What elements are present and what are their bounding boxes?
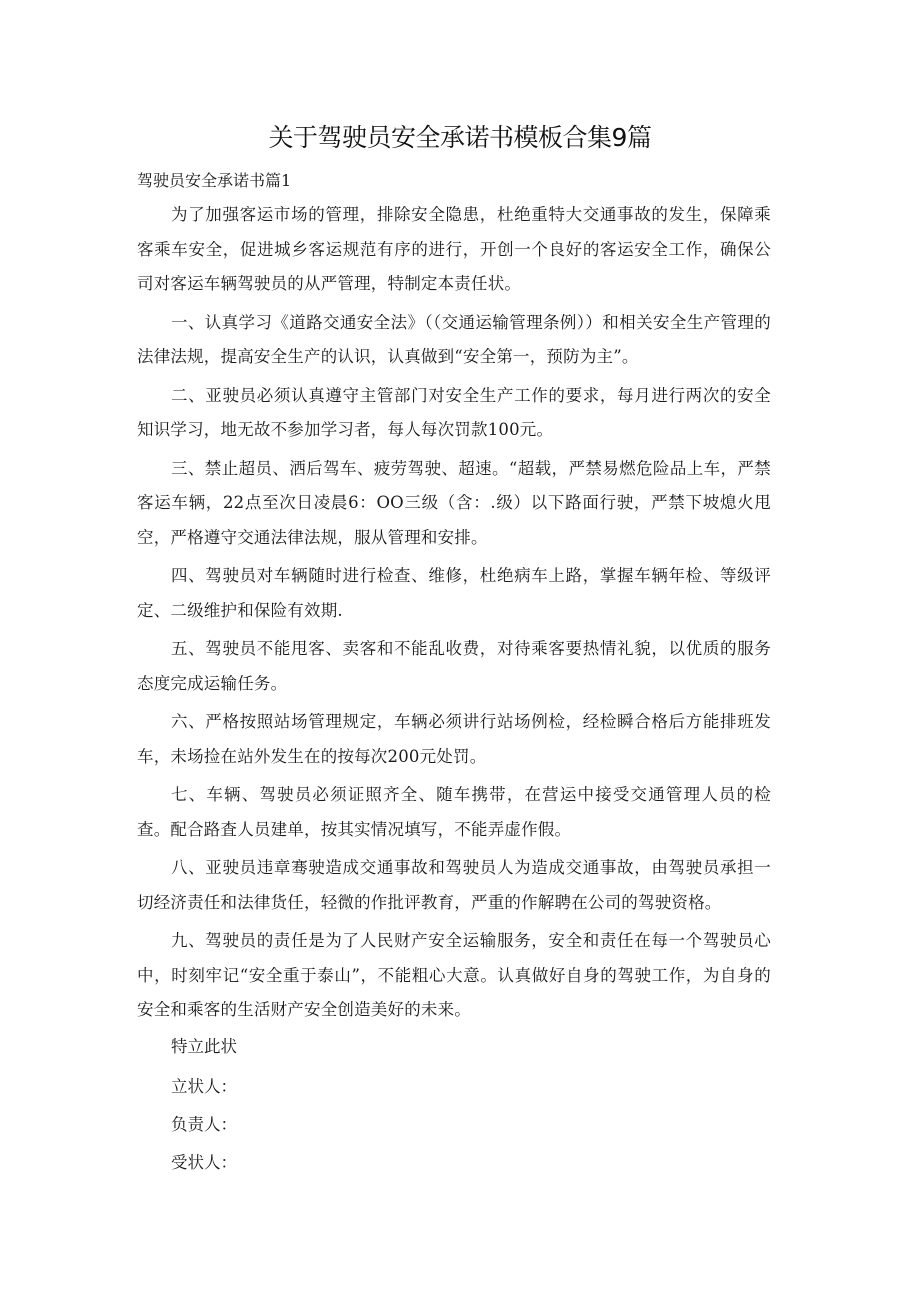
paragraph-item-2: 二、亚驶员必须认真遵守主管部门对安全生产工作的要求，每月进行两次的安全知识学习，地无故不参加学习者，每人每次罚款100元。 xyxy=(137,385,771,439)
signature-recipient: 受状人： xyxy=(171,1153,237,1172)
document-body xyxy=(137,198,771,1032)
paragraph-item-8: 八、亚驶员违章骞驶造成交通事故和驾驶员人为造成交通事故，由驾驶员承担一切经济责任和法律货任，轻微的作批评教育，严重的作解聘在公司的驾驶资格。 xyxy=(137,858,771,912)
paragraph-item-6: 六、严格按照站场管理规定，车辆必须讲行站场例检，经检瞬合格后方能排班发车，未场捡在站外发生在的按每次200元处罚。 xyxy=(137,712,771,766)
paragraph-item-5: 五、驾驶员不能甩客、卖客和不能乱收费，对待乘客要热情礼貌，以优质的服务态度完成运输任务。 xyxy=(137,639,771,693)
signature-issuer: 立状人： xyxy=(171,1077,237,1096)
signature-responsible: 负责人： xyxy=(171,1115,237,1134)
section-heading: 驾驶员安全承诺书篇1 xyxy=(137,171,292,190)
paragraph-item-9: 九、驾驶员的责任是为了人民财产安全运输服务，安全和责任在每一个驾驶员心中，时刻牢记“安全重于泰山”，不能粗心大意。认真做好自身的驾驶工作，为自身的安全和乘客的生活财产安全创造美好的未来。 xyxy=(137,931,771,1019)
paragraph-item-4: 四、驾驶员对车辆随时进行检查、维修，杜绝病车上路，掌握车辆年检、等级评定、二级维护和保险有效期. xyxy=(137,566,771,620)
closing-text: 特立此状 xyxy=(171,1037,237,1056)
paragraph-item-7: 七、车辆、驾驶员必须证照齐全、随车携带，在营运中接受交通管理人员的检查。配合路査人员建单，按其实情况填写，不能弄虚作假。 xyxy=(137,785,771,839)
paragraph-item-1: 一、认真学习《道路交通安全法》（（交通运输管理条例））和相关安全生产管理的法律法规，提高安全生产的认识，认真做到“安全第一，预防为主”。 xyxy=(137,312,771,366)
document-title: 关于驾驶员安全承诺书模板合集9篇 xyxy=(268,123,652,152)
paragraph-item-3: 三、禁止超员、洒后驾车、疲劳驾驶、超速。“超载，严禁易燃危险品上车，严禁客运车辆，22点至次日凌晨6：OO三级（含：.级）以下路面行驶，严禁下坡熄火甩空，严格遵守交通法律法规，服从管理和安排。 xyxy=(137,458,771,547)
paragraph-intro: 为了加强客运市场的管理，排除安全隐患，杜绝重特大交通事故的发生，保障乘客乘车安全，促进城乡客运规范有序的进行，开创一个良好的客运安全工作，确保公司对客运车辆驾驶员的从严管理，特制定本责任状。 xyxy=(137,205,771,293)
